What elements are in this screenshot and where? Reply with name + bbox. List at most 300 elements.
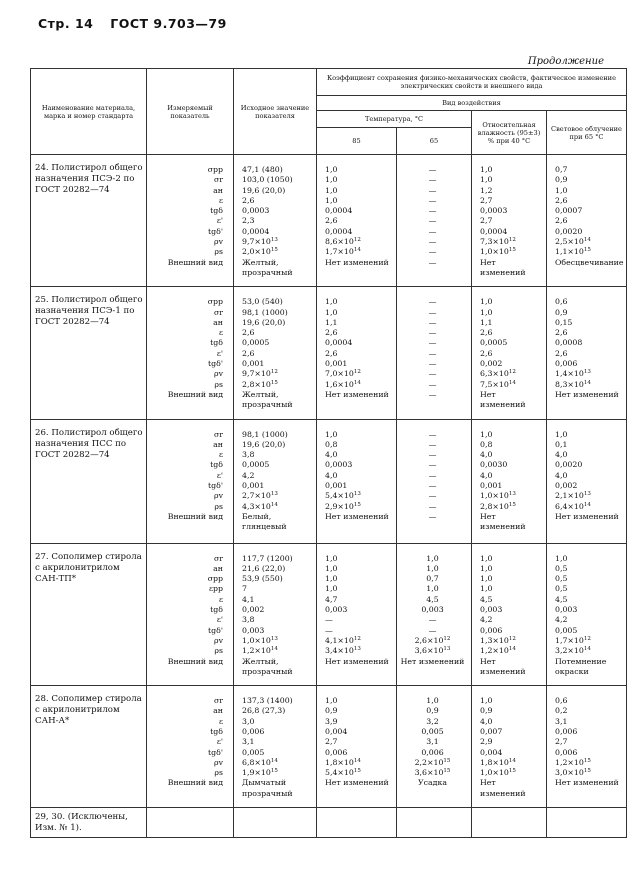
table-cell: 1,0 (325, 185, 338, 195)
table-cell: tgδ' (208, 359, 223, 369)
table-cell: Нет изменений (325, 389, 389, 399)
table-cell: $1,6\times 10^{14}$ (325, 379, 361, 389)
table-cell: σr (213, 175, 223, 185)
t65-column (397, 155, 472, 287)
table-cell: $2,6\times 10^{12}$ (414, 635, 451, 645)
material-name: 25. Полистирол общего назначения ПСЭ-1 по ГОСТ 20282—74 (31, 287, 147, 419)
table-cell: 0,9 (426, 706, 439, 716)
table-cell: Нет изменений (325, 511, 389, 521)
table-cell: $3,2\times 10^{14}$ (555, 646, 591, 656)
table-cell: 0,5 (555, 574, 568, 584)
table-cell: 19,6 (20,0) (242, 317, 286, 327)
table-cell: 2,6 (325, 328, 338, 338)
table-cell: tgδ' (208, 481, 223, 491)
initial-column (234, 686, 317, 808)
table-cell: 1,0 (325, 165, 338, 174)
table-cell: $1,0\times 10^{13}$ (242, 635, 278, 645)
table-cell: σr (213, 696, 223, 706)
material-group (31, 686, 627, 808)
table-cell: 98,1 (1000) (242, 429, 288, 439)
table-cell: 0,9 (555, 307, 568, 317)
table-cell: 3,1 (555, 716, 568, 726)
table-cell: 1,0 (426, 553, 439, 563)
header-t65: 65 (397, 128, 472, 155)
table-cell: Нет изменений (480, 257, 526, 277)
table-cell: 3,1 (426, 737, 439, 747)
table-cell: — (428, 511, 437, 521)
table-cell: 0,005 (421, 726, 444, 736)
table-cell: Нет изменений (480, 656, 526, 676)
table-cell: 2,9 (480, 737, 493, 747)
table-cell: Желтый, прозрачный (242, 656, 293, 676)
table-cell: tgδ' (208, 747, 223, 757)
table-cell: εрр (208, 584, 223, 594)
table-cell: $2,7\times 10^{13}$ (242, 491, 278, 501)
table-cell: — (428, 237, 437, 247)
table-cell: 0,002 (242, 605, 265, 615)
table-cell: ε (218, 328, 223, 338)
table-cell: 2,6 (480, 348, 493, 358)
material-name: 28. Сополимер стирола с акрилонитрилом САН-А* (31, 686, 147, 808)
table-cell: 98,1 (1000) (242, 307, 288, 317)
table-cell: $1,8\times 10^{14}$ (480, 757, 516, 767)
table-cell: 4,5 (480, 594, 493, 604)
initial-column (234, 419, 317, 543)
table-cell: 1,0 (325, 574, 338, 584)
table-cell: 0,0004 (242, 226, 270, 236)
running-header (38, 16, 227, 31)
table-cell: — (428, 216, 437, 226)
table-cell: $3,6\times 10^{15}$ (414, 768, 451, 778)
table-cell: $8,3\times 10^{14}$ (555, 379, 591, 389)
table-cell: 2,6 (555, 348, 568, 358)
table-cell: 1,1 (325, 317, 338, 327)
excluded-note: 29, 30. (Исключены, Изм. № 1). (31, 808, 147, 838)
table-cell: 0,001 (325, 359, 348, 369)
table-cell: 0,0020 (555, 460, 583, 470)
initial-column (234, 155, 317, 287)
table-cell: 0,003 (242, 625, 265, 635)
table-cell: 3,1 (242, 737, 255, 747)
table-cell: 0,003 (421, 605, 444, 615)
table-cell: 0,003 (555, 605, 578, 615)
table-cell: 4,0 (480, 450, 493, 460)
empty-cell (397, 808, 472, 838)
table-cell: Белый, глянцевый (242, 511, 287, 532)
table-cell: 3,2 (426, 716, 439, 726)
table-cell: 4,2 (480, 615, 493, 625)
table-cell: 1,1 (480, 317, 493, 327)
table-cell: aн (213, 706, 223, 716)
continuation-label: Продолжение (527, 56, 604, 67)
table-cell: Внешний вид (167, 656, 223, 666)
table-cell: — (428, 307, 437, 317)
table-cell: 0,0007 (555, 206, 583, 216)
table-cell: 1,0 (480, 696, 493, 706)
table-cell: — (428, 297, 437, 307)
table-cell: 2,3 (242, 216, 255, 226)
table-cell: Нет изменений (480, 511, 526, 532)
table-cell: 1,0 (480, 307, 493, 317)
table-cell: 1,0 (480, 553, 493, 563)
table-cell: $1,2\times 10^{15}$ (555, 757, 591, 767)
empty-cell (234, 808, 317, 838)
table-cell: 53,0 (540) (242, 297, 283, 307)
table-cell: 0,5 (555, 584, 568, 594)
table-cell: $4,3\times 10^{14}$ (242, 501, 278, 511)
table-cell: 0,2 (555, 706, 568, 716)
table-cell: — (428, 338, 437, 348)
table-cell: 4,0 (555, 450, 568, 460)
table-cell: ε' (216, 216, 223, 226)
table-cell: 47,1 (480) (242, 165, 283, 174)
table-cell: 4,1 (242, 594, 255, 604)
table-cell: — (428, 429, 437, 439)
table-cell: 2,6 (242, 195, 255, 205)
table-cell: 1,0 (325, 175, 338, 185)
t85-column (317, 155, 397, 287)
table-cell: Внешний вид (167, 389, 223, 399)
table-cell: Нет изменений (555, 511, 619, 521)
empty-cell (147, 808, 234, 838)
light-column (547, 686, 627, 808)
header-t85: 85 (317, 128, 397, 155)
table-cell: 1,0 (480, 584, 493, 594)
header-indicator: Измеряемый показатель (147, 69, 234, 155)
table-cell: — (428, 501, 437, 511)
table-cell: Нет изменений (325, 257, 389, 267)
table-cell: 2,7 (480, 216, 493, 226)
material-name: 27. Сополимер стирола с акрилонитрилом САН-ТП* (31, 543, 147, 686)
table-cell: 2,6 (242, 348, 255, 358)
table-cell: 0,0005 (480, 338, 508, 348)
table-cell: — (428, 175, 437, 185)
table-cell: 0,0004 (325, 338, 353, 348)
footer-row (31, 808, 627, 838)
table-cell: 1,0 (325, 307, 338, 317)
table-cell: 4,0 (325, 450, 338, 460)
table-cell: ε' (216, 615, 223, 625)
table-cell: ρs (214, 379, 223, 389)
table-cell: 0,006 (555, 359, 578, 369)
table-cell: 0,006 (421, 747, 444, 757)
table-cell: 4,0 (480, 716, 493, 726)
table-cell: — (428, 359, 437, 369)
table-cell: — (428, 328, 437, 338)
table-cell: 0,003 (480, 605, 503, 615)
table-cell: $6,4\times 10^{14}$ (555, 501, 591, 511)
table-cell: $2,1\times 10^{13}$ (555, 491, 591, 501)
table-cell: Нет изменений (480, 778, 526, 798)
table-cell: tgδ' (208, 226, 223, 236)
table-cell: 2,7 (555, 737, 568, 747)
table-cell: — (428, 369, 437, 379)
table-cell: 4,7 (325, 594, 338, 604)
header-coef: Коэффициент сохранения физико-механических свойств, фактическое изменение электрических свойств и внешнего вида (317, 69, 627, 96)
table-cell: 3,8 (242, 450, 255, 460)
table-cell: Нет изменений (400, 656, 465, 666)
table-cell: $9,7\times 10^{13}$ (242, 237, 278, 247)
table-cell: 4,5 (426, 594, 439, 604)
initial-column (234, 287, 317, 419)
table-cell: ρv (214, 491, 223, 501)
table-cell: Внешний вид (167, 511, 223, 521)
table-cell: $1,1\times 10^{15}$ (555, 247, 591, 257)
header-impact: Вид воздействия (317, 96, 627, 111)
table-cell: tgδ' (208, 625, 223, 635)
table-cell: Нет изменений (325, 656, 389, 666)
table-cell: ε' (216, 470, 223, 480)
table-cell: 0,7 (555, 165, 568, 174)
table-cell: $6,8\times 10^{14}$ (242, 757, 278, 767)
table-cell: $2,2\times 10^{15}$ (414, 757, 451, 767)
table-cell: — (428, 317, 437, 327)
table-cell: aн (213, 439, 223, 449)
table-cell: 0,0003 (325, 460, 353, 470)
table-cell: 0,1 (555, 439, 568, 449)
table-cell: 4,0 (555, 470, 568, 480)
table-cell: 3,0 (242, 716, 255, 726)
table-cell: — (428, 195, 437, 205)
table-cell: 1,0 (426, 584, 439, 594)
properties-table (30, 68, 627, 838)
table-cell: 0,002 (555, 481, 578, 491)
initial-column (234, 543, 317, 686)
table-cell: ρv (214, 237, 223, 247)
table-cell: $1,0\times 10^{13}$ (480, 491, 516, 501)
material-group (31, 543, 627, 686)
table-cell: 0,004 (325, 726, 348, 736)
table-cell: 0,0005 (242, 338, 270, 348)
table-cell: 1,0 (325, 584, 338, 594)
table-cell: 103,0 (1050) (242, 175, 293, 185)
t65-column (397, 287, 472, 419)
table-cell: 0,0020 (555, 226, 583, 236)
table-cell: 1,0 (325, 297, 338, 307)
table-cell: $2,8\times 10^{15}$ (480, 501, 516, 511)
table-cell: $1,8\times 10^{14}$ (325, 757, 361, 767)
table-cell: 0,0008 (555, 338, 583, 348)
light-column (547, 287, 627, 419)
table-cell: 0,8 (480, 439, 493, 449)
table-cell: 4,0 (325, 470, 338, 480)
table-cell: 0,006 (325, 747, 348, 757)
indicator-column (147, 155, 234, 287)
table-cell: 1,0 (325, 195, 338, 205)
table-cell: tgδ (210, 605, 223, 615)
table-cell: ε (218, 195, 223, 205)
table-cell: Внешний вид (167, 778, 223, 788)
table-cell: 21,6 (22,0) (242, 563, 286, 573)
table-cell: 0,9 (325, 706, 338, 716)
table-cell: ρs (214, 768, 223, 778)
table-cell: 1,0 (426, 563, 439, 573)
table-cell: 0,0003 (242, 206, 270, 216)
table-cell: 0,5 (555, 563, 568, 573)
table-cell: 19,6 (20,0) (242, 439, 286, 449)
table-body (31, 155, 627, 838)
table-cell: $1,7\times 10^{14}$ (325, 247, 361, 257)
header-initial: Исходное значение показателя (234, 69, 317, 155)
table-cell: 2,7 (325, 737, 338, 747)
table-cell: 2,6 (555, 328, 568, 338)
table-cell: $1,7\times 10^{12}$ (555, 635, 591, 645)
table-cell: — (428, 206, 437, 216)
table-cell: $7,0\times 10^{12}$ (325, 369, 361, 379)
table-cell: Желтый, прозрачный (242, 389, 293, 410)
table-cell: 0,001 (242, 481, 265, 491)
table-cell: ε' (216, 737, 223, 747)
humidity-column (472, 287, 547, 419)
table-cell: 0,006 (555, 726, 578, 736)
t65-column (397, 686, 472, 808)
material-group (31, 287, 627, 419)
table-cell: $9,7\times 10^{12}$ (242, 369, 278, 379)
table-cell: — (428, 491, 437, 501)
t85-column (317, 543, 397, 686)
table-cell: σрр (207, 165, 223, 174)
table-cell: — (428, 257, 437, 267)
humidity-column (472, 155, 547, 287)
table-cell: $1,0\times 10^{15}$ (480, 768, 516, 778)
indicator-column (147, 419, 234, 543)
table-cell: tgδ (210, 726, 223, 736)
table-cell: — (428, 439, 437, 449)
material-group (31, 155, 627, 287)
table-cell: 1,0 (480, 165, 493, 174)
table-cell: 2,6 (555, 195, 568, 205)
table-cell: — (428, 185, 437, 195)
table-cell: $1,0\times 10^{15}$ (480, 247, 516, 257)
table-cell: ρs (214, 501, 223, 511)
table-cell: ρs (214, 646, 223, 656)
table-cell: σрр (207, 297, 223, 307)
table-cell: 4,2 (555, 615, 568, 625)
t65-column (397, 543, 472, 686)
material-name: 24. Полистирол общего назначения ПСЭ-2 по ГОСТ 20282—74 (31, 155, 147, 287)
table-cell: tgδ (210, 460, 223, 470)
table-cell: 0,001 (242, 359, 265, 369)
table-cell: — (325, 625, 333, 635)
table-cell: ρv (214, 635, 223, 645)
table-cell: 26,8 (27,3) (242, 706, 286, 716)
table-cell: Нет изменений (555, 778, 619, 788)
material-group (31, 419, 627, 543)
table-cell: $4,1\times 10^{12}$ (325, 635, 361, 645)
table-cell: — (428, 379, 437, 389)
table-cell: 1,0 (555, 553, 568, 563)
table-cell: 4,5 (555, 594, 568, 604)
table-cell: 1,0 (480, 563, 493, 573)
table-cell: $7,5\times 10^{14}$ (480, 379, 516, 389)
table-cell: ρs (214, 247, 223, 257)
table-cell: 1,0 (325, 553, 338, 563)
table-cell: 1,0 (325, 696, 338, 706)
table-cell: Нет изменений (555, 389, 619, 399)
indicator-column (147, 287, 234, 419)
table-cell: — (428, 226, 437, 236)
table-cell: — (428, 460, 437, 470)
standard-number: ГОСТ 9.703—79 (110, 16, 227, 31)
table-cell: 0,006 (555, 747, 578, 757)
t85-column (317, 686, 397, 808)
table-cell: 1,0 (480, 429, 493, 439)
table-cell: aн (213, 563, 223, 573)
table-cell: — (428, 247, 437, 257)
table-cell: $7,3\times 10^{12}$ (480, 237, 516, 247)
table-cell: 1,0 (426, 696, 439, 706)
table-cell: ρv (214, 369, 223, 379)
table-cell: 4,0 (480, 470, 493, 480)
table-cell: 0,001 (480, 481, 503, 491)
table-cell: $2,0\times 10^{15}$ (242, 247, 278, 257)
table-cell: 0,005 (555, 625, 578, 635)
table-cell: 2,6 (325, 216, 338, 226)
table-cell: $1,3\times 10^{12}$ (480, 635, 516, 645)
table-cell: 1,0 (325, 563, 338, 573)
t65-column (397, 419, 472, 543)
table-cell: 137,3 (1400) (242, 696, 293, 706)
table-cell: $6,3\times 10^{12}$ (480, 369, 516, 379)
table-cell: aн (213, 185, 223, 195)
table-cell: 0,005 (242, 747, 265, 757)
table-cell: — (428, 481, 437, 491)
table-cell: Усадка (418, 778, 447, 788)
table-cell: 1,0 (480, 175, 493, 185)
table-cell: Нет изменений (325, 778, 389, 788)
light-column (547, 155, 627, 287)
table-cell: 4,2 (242, 470, 255, 480)
table-cell: — (428, 165, 437, 174)
humidity-column (472, 543, 547, 686)
table-cell: σr (213, 553, 223, 563)
table-cell: 19,6 (20,0) (242, 185, 286, 195)
page-number: Стр. 14 (38, 16, 94, 31)
empty-cell (317, 808, 397, 838)
table-cell: 3,8 (242, 615, 255, 625)
table-cell: 1,0 (480, 574, 493, 584)
table-cell: ε' (216, 348, 223, 358)
table-cell: ε (218, 450, 223, 460)
table-cell: 1,0 (555, 429, 568, 439)
table-cell: 0,0005 (242, 460, 270, 470)
t85-column (317, 287, 397, 419)
table-cell: $2,8\times 10^{15}$ (242, 379, 278, 389)
header-light: Световое облучение при 65 °С (547, 111, 627, 155)
table-cell: 0,9 (480, 706, 493, 716)
table-cell: $1,2\times 10^{14}$ (242, 646, 278, 656)
indicator-column (147, 686, 234, 808)
light-column (547, 543, 627, 686)
table-cell: Внешний вид (167, 257, 223, 267)
table-cell: 0,006 (480, 625, 503, 635)
table-cell: $2,5\times 10^{14}$ (555, 237, 591, 247)
table-cell: 2,6 (480, 328, 493, 338)
table-cell: 2,6 (242, 328, 255, 338)
humidity-column (472, 419, 547, 543)
table-cell: 0,001 (325, 481, 348, 491)
table-cell: — (325, 615, 333, 625)
table-cell: 53,9 (550) (242, 574, 283, 584)
table-cell: 0,6 (555, 297, 568, 307)
table-cell: 0,006 (242, 726, 265, 736)
material-name: 26. Полистирол общего назначения ПСС по ГОСТ 20282—74 (31, 419, 147, 543)
table-cell: Дымчатый прозрачный (242, 778, 293, 798)
table-cell: 0,7 (426, 574, 439, 584)
table-cell: — (428, 615, 437, 625)
empty-cell (472, 808, 547, 838)
header-material: Наименование материала, марка и номер стандарта (31, 69, 147, 155)
